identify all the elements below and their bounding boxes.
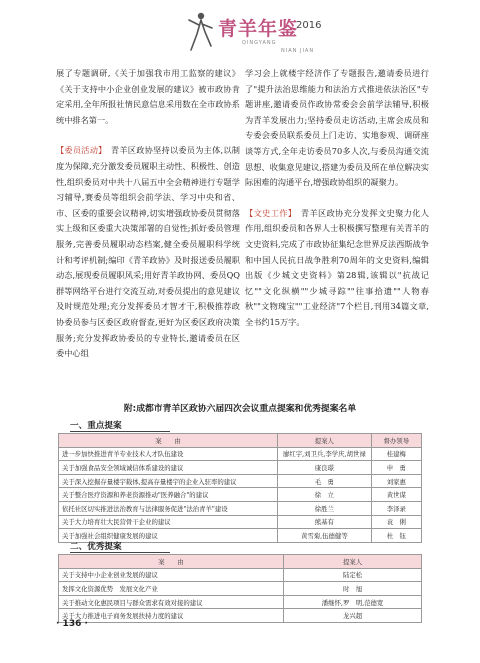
yearbook-pinyin: QINGYANG — [242, 40, 277, 46]
table-row — [59, 582, 422, 596]
table-header-row — [59, 555, 422, 569]
left-paragraph-2-text: 青羊区政协坚持以委员为主体,以制度为保障,充分激发委员履职主动性、积极性、创造性,组织委员对中共十八届五中全会精神进行专题学习辅导,赛委员等组织会前学法、学习中央和省、市、区委的重要会议精神,切实增强政协委员贯彻落实上级和区委重大决策部署的自觉性;抓好委员管理服务,完善委员履职动态档案,健全委员履职科学统计和考评机制;编印《青羊政协》及时报送委员履职动态,展现委员履职风采;用好青羊政协网、委员QQ群等网络平台进行交流互动,对委员提出的意见建议及时规范处理;充分发挥委员才智才干,积极推荐政协委员参与区委区政府督查,更好为区委区政府决策服务;充分发挥政协委员的专业特长,邀请委员在区委中心组 — [56, 145, 240, 359]
table-cell: 关于大力推进电子商务发展扶持力度的建议 — [59, 609, 284, 623]
table-cell: 关于支持中小企业创业发展的建议 — [59, 568, 284, 582]
table-cell: 毛 勇 — [278, 474, 372, 488]
table-cell: 康良璟 — [278, 461, 372, 475]
table-row — [59, 568, 422, 582]
table-cell: 进一步加快推进青羊专业技术人才队伍建设 — [59, 447, 278, 461]
table-cell: 徐胜兰 — [278, 501, 372, 515]
table-cell: 熊基有 — [278, 515, 372, 529]
table-cell: 依托社区切实推进法治教育与法律服务促进"法治青羊"建设 — [59, 501, 278, 515]
section-label-members: 【委员活动】 — [56, 145, 107, 156]
yearbook-pinyin-2: NIAN JIAN — [281, 48, 315, 54]
table-cell: 桂建梅 — [371, 447, 421, 461]
table-cell: 黄世谋 — [371, 488, 421, 502]
table-row — [59, 488, 422, 502]
dancer-logo-icon — [186, 10, 214, 54]
heading-underline — [70, 431, 170, 432]
table-cell: 关于加强社会组织健康发展的建议 — [59, 529, 278, 543]
table-cell: 廖红宇,刘卫兵,李学庆,胡世禄 — [278, 447, 372, 461]
table-cell: 刘家惠 — [371, 474, 421, 488]
heading-underline — [70, 552, 170, 553]
masthead — [180, 6, 340, 62]
table-cell: 时 旭 — [284, 582, 422, 596]
right-paragraph-2 — [245, 206, 429, 331]
right-paragraph-2-text: 青羊区政协充分发挥文史聚力化人作用,组织委员和各界人士积极撰写整理有关青羊的文史资料,完成了市政协征集纪念世界反法西斯战争和中国人民抗日战争胜利70周年的文史资料,编辑出版《少城文史资料》第28辑,该辑以"抗战记忆""文化纵横""少城寻踪""往事拾遗""人物春秋""文物瑰宝""工业经济"7个栏目,刊用34篇文章,全书约15万字。 — [245, 207, 429, 327]
table-cell: 徐 立 — [278, 488, 372, 502]
table-row — [59, 474, 422, 488]
table-cell: 李泽录 — [371, 501, 421, 515]
table-cell: 袁 俐 — [371, 515, 421, 529]
table-cell: 关于大力培育壮大民营骨干企业的建议 — [59, 515, 278, 529]
left-column — [56, 66, 240, 362]
table-row — [59, 447, 422, 461]
excellent-proposals-table — [58, 554, 422, 623]
col-header-subject: 案 由 — [59, 555, 284, 569]
table-row — [59, 501, 422, 515]
yearbook-year: 2016 — [296, 20, 322, 31]
page-number: · 136 · — [56, 619, 88, 629]
col-header-proposer: 提案人 — [284, 555, 422, 569]
table-row — [59, 595, 422, 609]
appendix-title: 附:成都市青羊区政协六届四次会议重点提案和优秀提案名单 — [123, 404, 357, 414]
col-header-subject: 案 由 — [59, 434, 278, 448]
table-cell: 黄雪菊,伍德健等 — [278, 529, 372, 543]
col-header-supervisor: 督办领导 — [371, 434, 421, 448]
left-paragraph-2 — [56, 143, 240, 361]
table-cell: 杜 钰 — [371, 529, 421, 543]
section-label-culture: 【文史工作】 — [245, 207, 297, 218]
key-proposals-heading: 一、重点提案 — [70, 421, 122, 431]
excellent-proposals-heading: 二、优秀提案 — [70, 542, 122, 552]
table-cell: 潘继怀,罗 明,范德宽 — [284, 595, 422, 609]
right-paragraph-1: 学习会上就楼宇经济作了专题报告,邀请委员进行了"提升法治思维能力和法治方式推进依法治区"专题讲座,邀请委员作政协常委会会前学法辅导,积极为青羊发展出力;坚持委员走访活动,主席会成员和专委会委员联系委员上门走访、实地参观、调研座谈等方式,全年走访委员70多人次,与委员沟通交流思想、收集意见建议,搭建为委员及所在单位解决实际困难的沟通平台,增强政协组织的凝聚力。 — [245, 68, 429, 188]
col-header-proposer: 提案人 — [278, 434, 372, 448]
left-paragraph-1: 展了专题调研,《关于加强我市用工监察的建议》《关于支持中小企业创业发展的建议》被市政协肯定采用,全年所报社情民意信息采用数在全市政协系统中排名第一。 — [56, 68, 240, 125]
table-row — [59, 515, 422, 529]
table-cell: 关于整合医疗资源和养老资源推动"医养融合"的建议 — [59, 488, 278, 502]
table-cell: 申 勇 — [371, 461, 421, 475]
yearbook-title: 青羊年鉴 — [218, 18, 299, 40]
table-row — [59, 461, 422, 475]
table-cell: 陆定松 — [284, 568, 422, 582]
table-row — [59, 609, 422, 623]
table-cell: 发挥文化资源优势 发展文化产业 — [59, 582, 284, 596]
key-proposals-table — [58, 433, 422, 543]
table-header-row — [59, 434, 422, 448]
table-cell: 关于加强食品安全领域诚信体系建设的建议 — [59, 461, 278, 475]
right-column — [245, 66, 429, 331]
table-cell: 关于深入挖掘存量楼宇载体,提高存量楼宇的企业入驻率的建议 — [59, 474, 278, 488]
table-cell: 关于推动文化惠民项目与群众需求有效对接的建议 — [59, 595, 284, 609]
table-cell: 龙兴超 — [284, 609, 422, 623]
